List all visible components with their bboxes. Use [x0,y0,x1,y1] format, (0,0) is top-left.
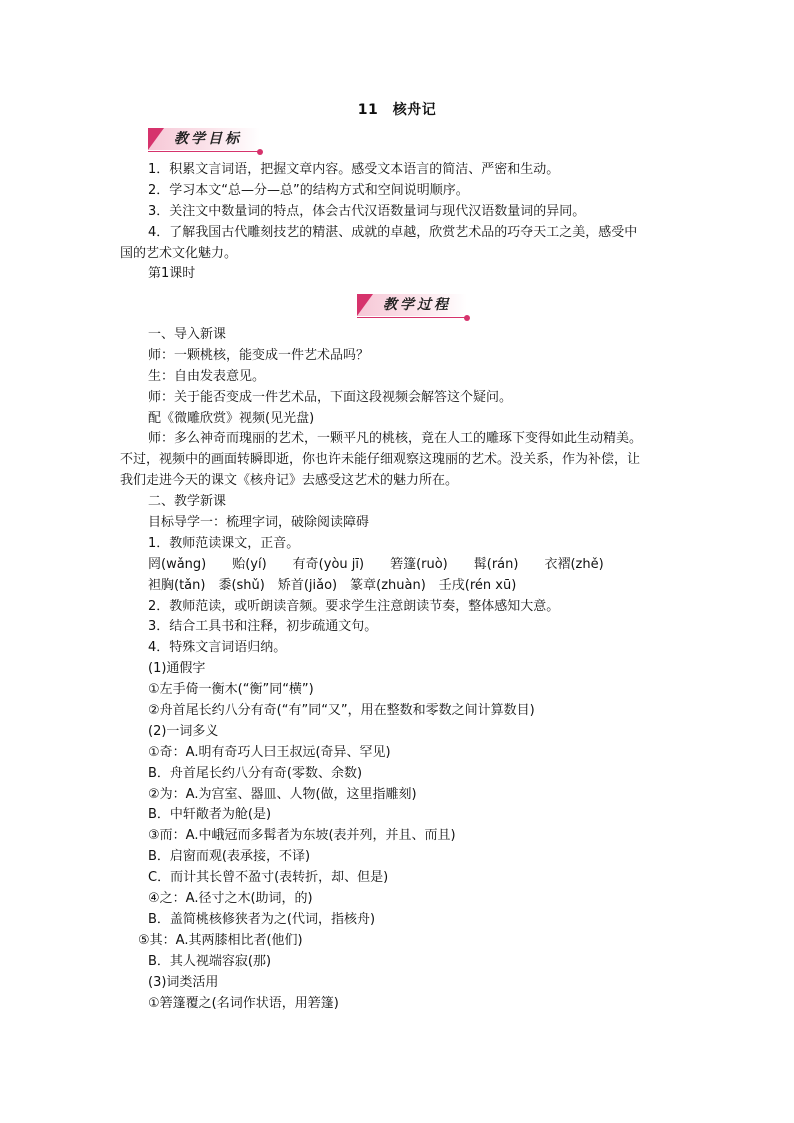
text-line: ②为：A.为宫室、器皿、人物(做，这里指雕刻) [148,786,417,802]
text-line: ②舟首尾长约八分有奇(“有”同“又”，用在整数和零数之间计算数目) [148,703,535,719]
text-line: 袒胸(tǎn) 黍(shǔ) 矫首(jiǎo) 篆章(zhuàn) 壬戌(rén xū) [148,577,517,593]
text-line: 1．积累文言词语，把握文章内容。感受文本语言的简洁、严密和生动。 [148,162,560,177]
text-line: 国的艺术文化魅力。 [120,245,238,261]
process-block [120,325,680,1014]
text-line: ③而：A.中峨冠而多髯者为东坡(表并列，并且、而且) [148,828,456,844]
text-line: 配《微雕欣赏》视频(见光盘) [148,410,315,426]
text-line: 第1课时 [148,266,196,282]
text-line: ①奇：A.明有奇巧人曰王叔远(奇异、罕见) [148,744,391,760]
text-line: 我们走进今天的课文《核舟记》去感受这艺术的魅力所在。 [120,473,459,489]
text-line: 罔(wǎng) 贻(yí) 有奇(yòu jī) 箬篷(ruò) 髯(rán) 衣褶(zhě) [148,556,604,572]
text-line: 2．学习本文“总—分—总”的结构方式和空间说明顺序。 [148,182,469,198]
text-line: (2)一词多义 [148,723,219,739]
text-line: 师：关于能否变成一件艺术品，下面这段视频会解答这个疑问。 [148,389,513,405]
section-heading-objectives: 教学目标 [174,131,242,147]
section-banner-process [357,290,467,318]
text-line: 4．了解我国古代雕刻技艺的精湛、成就的卓越，欣赏艺术品的巧夺天工之美，感受中 [148,224,638,240]
section-banner-objectives [148,124,260,152]
text-line: 2．教师范读，或听朗读音频。要求学生注意朗读节奏，整体感知大意。 [148,598,560,614]
text-line: B．盖简桃核修狭者为之(代词，指核舟) [148,911,376,927]
banner-underline [357,317,467,318]
text-line: 4．特殊文言词语归纳。 [148,640,287,656]
text-line: 二、教学新课 [148,494,227,510]
objectives-block [120,160,680,285]
text-line: ⑤其：A.其两膝相比者(他们) [138,932,303,948]
banner-triangle [148,128,164,150]
text-line: ①箬篷覆之(名词作状语，用箬篷) [148,995,339,1011]
section-heading-process: 教学过程 [383,297,451,313]
text-line: B．中轩敞者为舱(是) [148,807,272,823]
text-line: 生：自由发表意见。 [148,368,266,384]
text-line: 3．结合工具书和注释，初步疏通文句。 [148,619,378,635]
text-line: 3．关注文中数量词的特点，体会古代汉语数量词与现代汉语数量词的异同。 [148,203,586,219]
text-line: 不过，视频中的画面转瞬即逝，你也许未能仔细观察这瑰丽的艺术。没关系，作为补偿，让 [120,452,641,468]
text-line: (3)词类活用 [148,974,219,990]
page-title: 11 核舟记 [357,102,437,118]
text-line: 目标导学一：梳理字词，破除阅读障碍 [148,515,370,531]
text-line: C．而计其长曾不盈寸(表转折，却、但是) [148,870,389,886]
text-line: 师：一颗桃核，能变成一件艺术品吗？ [148,347,370,363]
text-line: B．舟首尾长约八分有奇(零数、余数) [148,765,363,781]
banner-triangle [357,294,373,316]
text-line: B．启窗而观(表承接，不译) [148,849,311,865]
banner-dot [464,315,470,321]
text-line: 师：多么神奇而瑰丽的艺术，一颗平凡的桃核，竟在人工的雕琢下变得如此生动精美。 [148,431,643,447]
text-line: 1．教师范读课文，正音。 [148,535,300,551]
text-line: 一、导入新课 [148,327,227,342]
banner-dot [257,149,263,155]
text-line: (1)通假字 [148,661,206,677]
text-line: B．其人视端容寂(那) [148,953,272,969]
banner-underline [148,151,260,152]
text-line: ①左手倚一衡木(“衡”同“横”) [148,682,314,698]
text-line: ④之：A.径寸之木(助词，的) [148,891,313,907]
